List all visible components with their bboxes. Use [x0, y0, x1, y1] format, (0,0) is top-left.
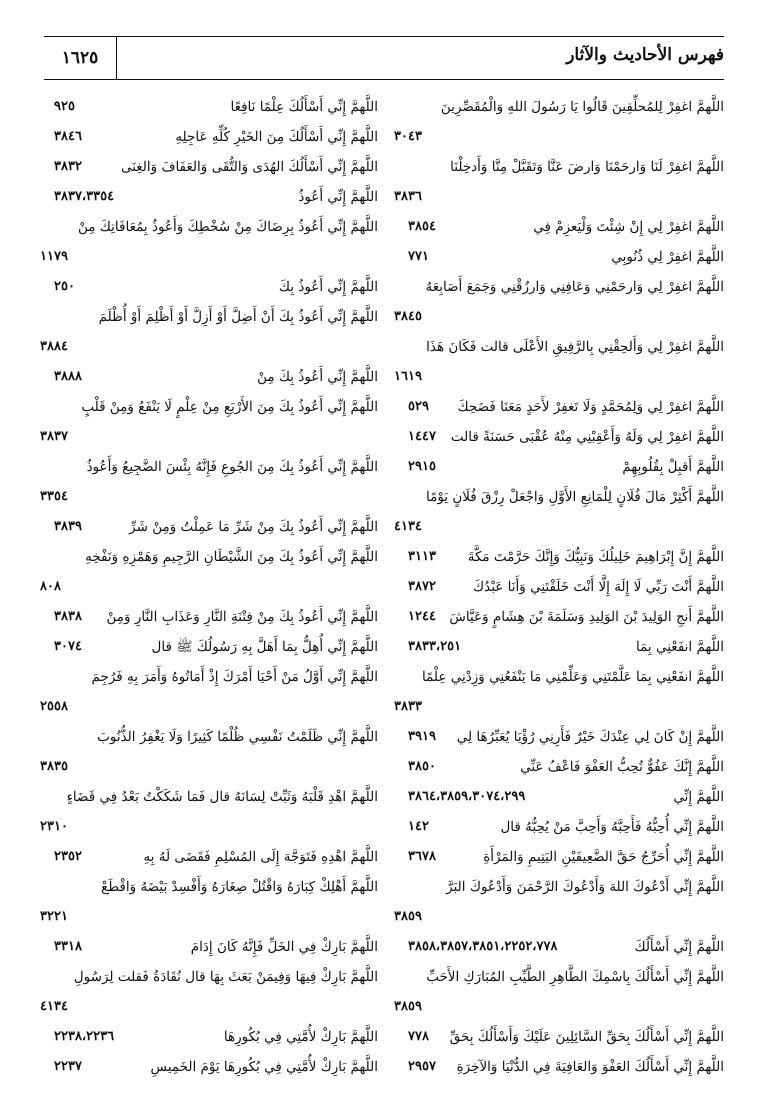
entry-text: اللَّهمَّ بَارِكْ فِي الخَلِّ فَإِنَّهُ كَانَ إِدَامَ — [190, 939, 378, 955]
entry-reference-number: ٩٢٥ — [54, 99, 75, 114]
index-entry — [40, 542, 378, 602]
index-entry — [394, 1022, 724, 1052]
entry-text: اللَّهمَّ اغفِرْ لِي وَارحَمْنِي وَعَافِنِي وَارزُقْنِي وَجَمَعَ أَصَابِعَهُ — [425, 279, 724, 295]
entry-reference-number: ٨٠٨ — [40, 579, 61, 594]
index-column-right — [394, 92, 724, 1092]
index-entry — [40, 122, 378, 152]
entry-text: اللَّهمَّ انفَعْنِي بِمَا عَلَّمْتَنِي وَعَلِّمْنِي مَا يَنْفَعُنِي وَزِدْنِي عِلْمًا — [422, 669, 724, 685]
index-entry — [394, 662, 724, 722]
entry-reference-number: ٢٩١٥ — [408, 459, 436, 474]
index-entry — [40, 272, 378, 302]
entry-text: اللَّهمَّ إِنِّي أَسْأَلُكَ الهُدَى وَالتُّقَى وَالعَفَافَ وَالغِنَى — [120, 159, 378, 175]
index-entry — [40, 662, 378, 722]
entry-reference-number: ٣٨٣٨ — [54, 609, 82, 624]
index-entry — [40, 182, 378, 212]
entry-text: اللَّهمَّ بَارِكْ لأُمَّتِي فِي بُكُورِهَا — [223, 1029, 378, 1045]
entry-text: اللَّهمَّ بَارِكْ لأُمَّتِي فِي بُكُورِهَا يَوْمَ الخَمِيسِ — [150, 1059, 378, 1075]
entry-reference-number: ٣٨٨٤ — [40, 339, 68, 354]
entry-text: اللَّهمَّ إِنِّي — [673, 789, 724, 805]
index-entry — [40, 632, 378, 662]
index-entry — [394, 812, 724, 842]
entry-reference-number: ٣٨٦٤،٣٨٥٩،٣٠٧٤،٢٩٩ — [408, 789, 526, 804]
index-entry — [40, 362, 378, 392]
entry-text: اللَّهمَّ اغفِرْ لِي وَأَلحِقْنِي بِالرَّفِيقِ الأَعْلَى قالت فَكَانَ هَذَا — [426, 339, 724, 355]
index-entry — [394, 482, 724, 542]
entry-reference-number: ٤١٣٤ — [40, 999, 68, 1014]
index-entry — [394, 392, 724, 422]
entry-text: اللَّهمَّ أَنجِ الوَلِيدَ بْنَ الوَلِيدِ وَسَلَمَةَ بْنَ هِشَامٍ وَعَيَّاشَ — [449, 609, 724, 625]
entry-reference-number: ٢٢٣٧ — [54, 1059, 82, 1074]
index-entry — [394, 752, 724, 782]
entry-reference-number: ١٦١٩ — [394, 369, 422, 384]
index-entry — [40, 92, 378, 122]
index-entry — [394, 92, 724, 152]
entry-reference-number: ٣٠٤٣ — [394, 129, 422, 144]
entry-text: اللَّهمَّ إِنِّي أُحَرِّجُ حَقَّ الضَّعِيفَيْنِ اليَتِيمِ وَالمَرْأَةِ — [483, 849, 724, 865]
entry-text: اللَّهمَّ اغفِرْ لَنَا وَارحَمْنَا وَارضَ عَنَّا وَتَقَبَّلْ مِنَّا وَأَدخِلْنَا — [450, 159, 724, 175]
entry-reference-number: ٢٥٥٨ — [40, 699, 68, 714]
entry-reference-number: ٣٨٣٣ — [394, 699, 422, 714]
entry-text: اللَّهمَّ اغفِرْ لِي ذُنُوبِي — [611, 249, 724, 265]
entry-reference-number: ٣٨٣٢ — [54, 159, 82, 174]
index-entry — [40, 152, 378, 182]
index-entry — [394, 872, 724, 932]
index-entry — [394, 1052, 724, 1082]
entry-reference-number: ٥٢٩ — [408, 399, 429, 414]
index-entry — [40, 452, 378, 512]
entry-text: اللَّهمَّ إِنَّكَ عَفُوٌّ تُحِبُّ العَفْوَ فَاعْفُ عَنِّي — [520, 759, 724, 775]
entry-reference-number: ٣٨٥٩ — [394, 909, 422, 924]
index-entry — [394, 962, 724, 1022]
entry-reference-number: ٣٨٣٧،٣٣٥٤ — [54, 189, 115, 204]
index-entry — [40, 842, 378, 872]
index-entry — [394, 842, 724, 872]
entry-reference-number: ١٢٤٤ — [408, 609, 436, 624]
index-column-left — [40, 92, 378, 1092]
index-entry — [394, 572, 724, 602]
index-entry — [40, 722, 378, 782]
entry-reference-number: ٧٧٨ — [408, 1029, 429, 1044]
page-title: فهرس الأحاديث والآثار — [566, 45, 724, 65]
entry-reference-number: ٣٣١٨ — [54, 939, 82, 954]
entry-text: اللَّهمَّ إِنِّي أَعُوذُ بِكَ مِنَ الشَّيْطَانِ الرَّجِيمِ وَهَمْزِهِ وَنَفْخِهِ — [85, 549, 378, 565]
entry-text: اللَّهمَّ اهْدِهِ فَتَوَجَّهَ إِلَى المُسْلِمِ فَقَضَى لَهُ بِهِ — [143, 849, 378, 865]
index-entry — [40, 512, 378, 542]
index-entry — [394, 422, 724, 452]
entry-reference-number: ٣١١٣ — [408, 549, 436, 564]
entry-reference-number: ١٤٤٧ — [408, 429, 436, 444]
entry-reference-number: ٣٨٣٧ — [40, 429, 68, 444]
entry-text: اللَّهمَّ إِنِّي أَسْأَلُكَ العَفْوَ وَالعَافِيَةَ فِي الدُّنْيَا وَالآخِرَةِ — [456, 1059, 724, 1075]
entry-reference-number: ٢٢٣٨،٢٢٣٦ — [54, 1029, 115, 1044]
entry-text: اللَّهمَّ إِنِّي أُحِبُّهُ فَأَحِبَّهُ وَأَحِبَّ مَنْ يُحِبُّهُ قال — [500, 819, 724, 835]
index-entry — [40, 212, 378, 272]
index-entry — [40, 1052, 378, 1082]
entry-reference-number: ٣٨٣٦ — [394, 189, 422, 204]
entry-text: اللَّهمَّ إِنِّي أَعُوذُ بِكَ أَنْ أَضِلَّ أَوْ أَزِلَّ أَوْ أَظْلِمَ أَوْ أُظْلَمَ — [98, 309, 378, 325]
index-entry — [394, 782, 724, 812]
entry-reference-number: ٢٣٥٢ — [54, 849, 82, 864]
entry-reference-number: ٣٨٣٣،٢٥١ — [408, 639, 462, 654]
entry-text: اللَّهمَّ إِنْ كَانَ لِي عِنْدَكَ خَيْرٌ فَأَرِنِي رُؤْيَا يُعَبِّرُهَا لِي — [456, 729, 724, 745]
entry-text: اللَّهمَّ إِنِّي أَعُوذُ — [298, 189, 378, 205]
entry-reference-number: ١١٧٩ — [40, 249, 68, 264]
entry-text: اللَّهمَّ إِنِّي أَعُوذُ بِكَ مِنَ الأَرْبَعِ مِنْ عِلْمٍ لَا يَنْفَعُ وَمِنْ قَلْبٍ — [81, 399, 378, 415]
index-entry — [40, 602, 378, 632]
entry-text: اللَّهمَّ اهْدِ قَلْبَهُ وَثَبِّتْ لِسَانَهُ قال فَمَا شَكَكْتُ بَعْدُ فِي قَضَاءٍ — [66, 789, 378, 805]
entry-reference-number: ٢٥٠ — [54, 279, 75, 294]
entry-text: اللَّهمَّ بَارِكْ فِيهَا وَفِيمَنْ بَعَثَ بِهَا قال نُقَادَةُ فَقلت لِرَسُولِ — [73, 969, 378, 985]
index-entry — [394, 212, 724, 242]
entry-text: اللَّهمَّ إِنِّي أَسْأَلُكَ بِاسْمِكَ الطَّاهِرِ الطَّيِّبِ المُبَارَكِ الأَحَبِّ — [426, 969, 724, 985]
index-entry — [394, 722, 724, 752]
index-entry — [40, 872, 378, 932]
entry-reference-number: ٤١٣٤ — [394, 519, 422, 534]
entry-reference-number: ٣٠٧٤ — [54, 639, 82, 654]
entry-text: اللَّهمَّ إِنِّي أَعُوذُ بِكَ مِنْ شَرِّ مَا عَمِلْتُ وَمِنْ شَرِّ — [129, 519, 378, 535]
entry-reference-number: ٣٣٥٤ — [40, 489, 68, 504]
page-number: ١٦٢٥ — [44, 37, 117, 79]
index-entry — [40, 392, 378, 452]
index-entry — [394, 632, 724, 662]
entry-reference-number: ٣٨٣٥ — [40, 759, 68, 774]
index-entry — [394, 602, 724, 632]
entry-reference-number: ٢٩٥٧ — [408, 1059, 436, 1074]
entry-reference-number: ٣٩١٩ — [408, 729, 436, 744]
entry-reference-number: ٣٢٢١ — [40, 909, 68, 924]
index-entry — [40, 782, 378, 842]
entry-text: اللَّهمَّ أَكْثِرْ مَالَ فُلَانٍ لِلْمَانِعِ الأَوَّلِ وَاجْعَلْ رِزْقَ فُلَانٍ يَوْمًا — [425, 489, 724, 505]
entry-reference-number: ٢٣١٠ — [40, 819, 68, 834]
entry-reference-number: ٣٨٨٨ — [54, 369, 82, 384]
entry-text: اللَّهمَّ إِنِّي أَسْأَلُكَ عِلْمًا نَافِعًا — [230, 99, 378, 115]
entry-text: اللَّهمَّ إِنِّي أَسْأَلُكَ — [634, 939, 724, 955]
entry-text: اللَّهمَّ إِنِّي أَسْأَلُكَ بِحَقِّ السَّائِلِينَ عَلَيْكَ وَأَسْأَلُكَ بِحَقِّ — [449, 1029, 724, 1045]
entry-reference-number: ٣٨٥٨،٣٨٥٧،٣٨٥١،٢٢٥٢،٧٧٨ — [408, 939, 558, 954]
entry-text: اللَّهمَّ إِنِّي أَعُوذُ بِكَ مِنَ الجُوعِ فَإِنَّهُ بِئْسَ الضَّجِيعُ وَأَعُوذُ — [86, 459, 378, 475]
entry-reference-number: ٣٨٤٦ — [54, 129, 82, 144]
entry-text: اللَّهمَّ إِنِّي أَعُوذُ بِرِضَاكَ مِنْ سُخْطِكَ وَأَعُوذُ بِمُعَافَاتِكَ مِنْ — [77, 219, 378, 235]
entry-reference-number: ٣٨٥٤ — [408, 219, 436, 234]
entry-text: اللَّهمَّ إِنِّي أَعُوذُ بِكَ مِنْ فِتْنَةِ النَّارِ وَعَذَابِ النَّارِ وَمِنْ — [106, 609, 378, 625]
index-entry — [40, 302, 378, 362]
index-entry — [394, 272, 724, 332]
entry-text: اللَّهمَّ اغفِرْ لِي وَلِمُحَمَّدٍ وَلَا تَغفِرْ لأَحَدٍ مَعَنَا فَضَحِكَ — [457, 399, 724, 415]
entry-text: اللَّهمَّ اغفِرْ لِلمُحلِّقِينَ قَالُوا يَا رَسُولَ اللهِ وَالْمُقَصِّرِينَ — [440, 99, 724, 115]
entry-text: اللَّهمَّ إِنِّي أُهِلُّ بِمَا أَهَلَّ بِهِ رَسُولُكَ ﷺ قال — [151, 639, 378, 655]
entry-reference-number: ١٤٢ — [408, 819, 429, 834]
index-entry — [394, 332, 724, 392]
entry-text: اللَّهمَّ إِنِّي أَعُوذُ بِكَ — [278, 279, 378, 295]
index-entry — [40, 1022, 378, 1052]
entry-text: اللَّهمَّ أَقبِلْ بِقُلُوبِهِمْ — [622, 459, 724, 475]
entry-text: اللَّهمَّ إِنِّي ظَلَمْتُ نَفْسِي ظُلْمًا كَثِيرًا وَلَا يَغْفِرُ الذُّنُوبَ — [97, 729, 378, 745]
entry-reference-number: ٣٨٤٥ — [394, 309, 422, 324]
entry-text: اللَّهمَّ اغفِرْ لِي وَلَهُ وَأَعْقِبْنِي مِنْهُ عُقْبَى حَسَنَةً قالت — [450, 429, 724, 445]
entry-text: اللَّهمَّ أَنْتَ رَبِّي لَا إِلَهَ إِلَّا أَنْتَ خَلَقْتَنِي وَأَنَا عَبْدُكَ — [473, 579, 724, 595]
entry-reference-number: ٣٨٥٠ — [408, 759, 436, 774]
entry-text: اللَّهمَّ انفَعْنِي بِمَا — [636, 639, 724, 655]
entry-reference-number: ٣٨٧٢ — [408, 579, 436, 594]
entry-text: اللَّهمَّ إِنِّي أَوَّلُ مَنْ أَحْيَا أَمْرَكَ إِذْ أَمَاتُوهُ وَأَمَرَ بِهِ فَرُجِمَ — [91, 669, 378, 685]
index-entry — [40, 932, 378, 962]
index-entry — [394, 932, 724, 962]
index-entry — [394, 152, 724, 212]
entry-text: اللَّهمَّ إِنِّي أَعُوذُ بِكَ مِنْ — [257, 369, 378, 385]
entry-reference-number: ٧٧١ — [408, 249, 429, 264]
index-entry — [394, 242, 724, 272]
entry-reference-number: ٣٨٣٩ — [54, 519, 82, 534]
index-entry — [394, 542, 724, 572]
index-entry — [394, 452, 724, 482]
entry-text: اللَّهمَّ إِنِّي أَسْأَلُكَ مِنَ الخَيْرِ كُلِّهِ عَاجِلِهِ — [175, 129, 378, 145]
entry-text: اللَّهمَّ اغفِرْ لِي إِنْ شِئْتَ وَلْيَعزِمْ فِي — [533, 219, 724, 235]
index-entry — [40, 962, 378, 1022]
entry-text: اللَّهمَّ إِنَّ إِبْرَاهِيمَ خَلِيلُكَ وَنَبِيُّكَ وَإِنَّكَ حَرَّمْتَ مَكَّةَ — [467, 549, 724, 565]
entry-text: اللَّهمَّ إِنِّي أَدْعُوكَ اللهَ وَأَدْعُوكَ الرَّحْمَنَ وَأَدْعُوكَ البَرَّ — [446, 879, 724, 895]
page-header — [44, 36, 724, 80]
entry-reference-number: ٣٦٧٨ — [408, 849, 436, 864]
entry-text: اللَّهمَّ أَهْلِكْ كِبَارَهُ وَاقْتُلْ صِغَارَهُ وَأَفْسِدْ بَيْضَهُ وَاقْطَعْ — [101, 879, 378, 895]
entry-reference-number: ٣٨٥٩ — [394, 999, 422, 1014]
